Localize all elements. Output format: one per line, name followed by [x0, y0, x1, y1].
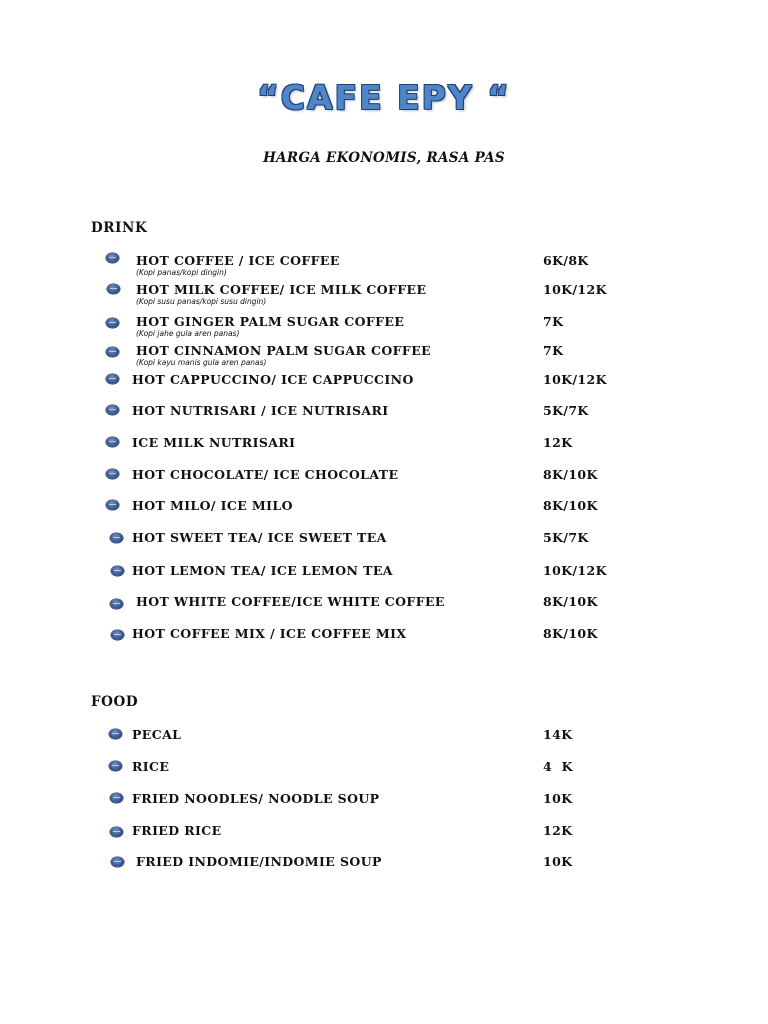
bullet-icon: [106, 500, 119, 510]
menu-item-name: HOT CINNAMON PALM SUGAR COFFEE: [136, 343, 432, 358]
menu-item-price: 8K/10K: [543, 467, 598, 482]
menu-item: [0, 791, 768, 811]
menu-item: [0, 530, 768, 550]
bullet-icon: [106, 469, 119, 479]
bullet-icon: [110, 793, 123, 803]
bullet-icon: [106, 405, 119, 415]
menu-item: [0, 626, 768, 646]
menu-item-name: HOT COFFEE / ICE COFFEE: [136, 253, 340, 268]
menu-item-price: 7K: [543, 314, 564, 329]
cafe-title: “CAFE EPY “: [257, 78, 511, 117]
menu-item-price: 12K: [543, 435, 573, 450]
menu-item-name: HOT MILO/ ICE MILO: [132, 498, 293, 513]
menu-item-note: (Kopi jahe gula aren panas): [136, 329, 240, 338]
menu-item-price: 10K/12K: [543, 372, 607, 387]
bullet-icon: [107, 284, 120, 294]
drink-heading: DRINK: [91, 220, 148, 236]
bullet-icon: [109, 729, 122, 739]
tagline: HARGA EKONOMIS, RASA PAS: [263, 150, 505, 166]
bullet-icon: [106, 437, 119, 447]
menu-item: [0, 854, 768, 874]
bullet-icon: [106, 347, 119, 357]
bullet-icon: [111, 566, 124, 576]
menu-item-name: HOT CHOCOLATE/ ICE CHOCOLATE: [132, 467, 399, 482]
menu-item: [0, 314, 768, 338]
menu-item: [0, 282, 768, 306]
menu-item: [0, 467, 768, 487]
bullet-icon: [111, 857, 124, 867]
menu-item-price: 10K/12K: [543, 563, 607, 578]
menu-item: [0, 403, 768, 423]
menu-item-name: RICE: [132, 759, 170, 774]
menu-item: [0, 253, 768, 277]
menu-item-note: (Kopi kayu manis gula aren panas): [136, 358, 267, 367]
menu-item-name: HOT GINGER PALM SUGAR COFFEE: [136, 314, 405, 329]
menu-item-name: HOT NUTRISARI / ICE NUTRISARI: [132, 403, 389, 418]
menu-item-name: FRIED INDOMIE/INDOMIE SOUP: [136, 854, 382, 869]
menu-item-price: 12K: [543, 823, 573, 838]
menu-item: [0, 594, 768, 614]
bullet-icon: [106, 253, 119, 263]
food-heading: FOOD: [91, 694, 139, 710]
menu-item-price: 8K/10K: [543, 594, 598, 609]
menu-item-price: 10K: [543, 854, 573, 869]
menu-item-name: HOT CAPPUCCINO/ ICE CAPPUCCINO: [132, 372, 414, 387]
menu-item: [0, 823, 768, 843]
menu-item-note: (Kopi panas/kopi dingin): [136, 268, 227, 277]
bullet-icon: [106, 318, 119, 328]
menu-item-name: HOT SWEET TEA/ ICE SWEET TEA: [132, 530, 387, 545]
menu-item: [0, 343, 768, 367]
bullet-icon: [111, 630, 124, 640]
menu-item-price: 4 K: [543, 759, 573, 774]
bullet-icon: [110, 599, 123, 609]
menu-item-name: HOT COFFEE MIX / ICE COFFEE MIX: [132, 626, 407, 641]
menu-item: [0, 372, 768, 392]
menu-item-price: 14K: [543, 727, 573, 742]
menu-item: [0, 498, 768, 518]
menu-item: [0, 727, 768, 747]
menu-item: [0, 563, 768, 583]
bullet-icon: [110, 827, 123, 837]
menu-item-price: 8K/10K: [543, 498, 598, 513]
menu-item-price: 6K/8K: [543, 253, 589, 268]
menu-item-price: 8K/10K: [543, 626, 598, 641]
menu-item-price: 10K: [543, 791, 573, 806]
bullet-icon: [110, 533, 123, 543]
menu-item-price: 5K/7K: [543, 403, 589, 418]
menu-item-price: 10K/12K: [543, 282, 607, 297]
menu-item: [0, 759, 768, 779]
menu-item-name: HOT LEMON TEA/ ICE LEMON TEA: [132, 563, 393, 578]
menu-item-price: 7K: [543, 343, 564, 358]
menu-item-name: HOT MILK COFFEE/ ICE MILK COFFEE: [136, 282, 427, 297]
menu-item-note: (Kopi susu panas/kopi susu dingin): [136, 297, 267, 306]
menu-item: [0, 435, 768, 455]
menu-item-name: PECAL: [132, 727, 182, 742]
menu-item-price: 5K/7K: [543, 530, 589, 545]
menu-item-name: FRIED NOODLES/ NOODLE SOUP: [132, 791, 380, 806]
bullet-icon: [109, 761, 122, 771]
bullet-icon: [106, 374, 119, 384]
menu-item-name: HOT WHITE COFFEE/ICE WHITE COFFEE: [136, 594, 445, 609]
menu-item-name: FRIED RICE: [132, 823, 222, 838]
menu-item-name: ICE MILK NUTRISARI: [132, 435, 296, 450]
